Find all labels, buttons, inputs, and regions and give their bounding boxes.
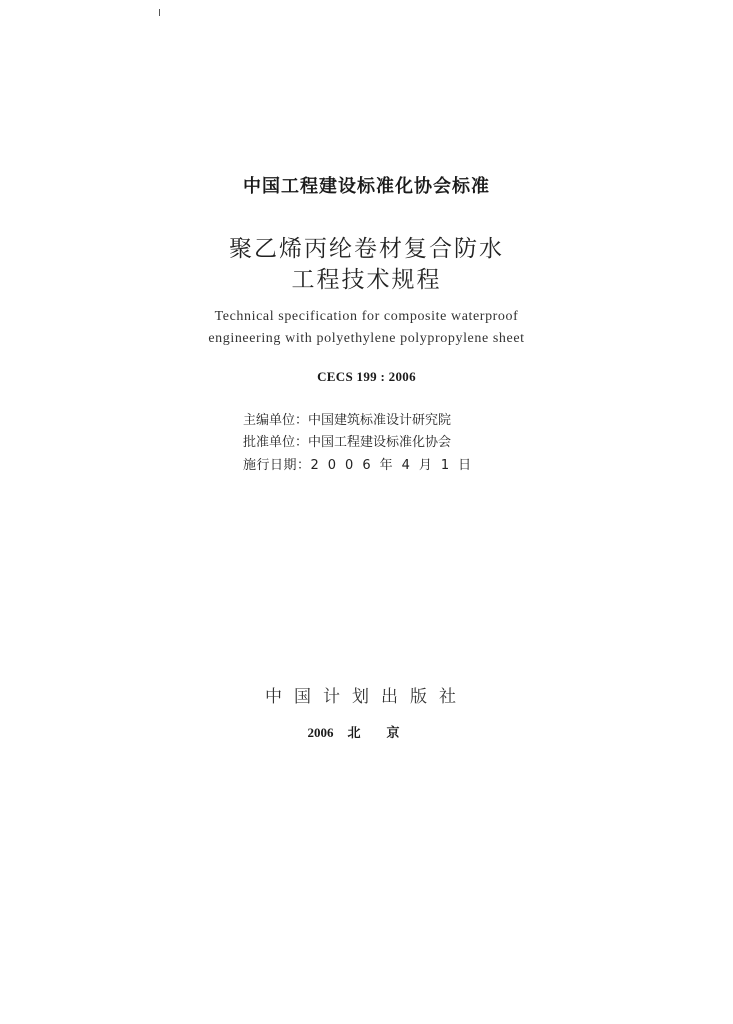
meta-value: 2006年4月1日 (310, 458, 481, 473)
association-heading: 中国工程建设标准化协会标准 (243, 176, 490, 197)
effective-date-row (243, 454, 480, 473)
meta-label: 批准单位： (243, 435, 309, 450)
scan-mark (159, 9, 160, 16)
publication-year: 2006 (307, 725, 334, 740)
standard-code: CECS 199 : 2006 (317, 369, 416, 384)
publisher: 中国计划出版社 (265, 687, 468, 707)
title-cn-line-1: 聚乙烯丙纶卷材复合防水 (229, 236, 504, 262)
meta-label: 施行日期： (243, 458, 311, 473)
meta-value: 中国工程建设标准化协会 (308, 435, 452, 450)
meta-value: 中国建筑标准设计研究院 (308, 413, 452, 428)
title-en-line-2: engineering with polyethylene polypropylene sheet (208, 331, 525, 346)
title-en-line-1: Technical specification for composite waterproof (214, 309, 519, 324)
publication-city: 北京 (347, 725, 426, 740)
meta-label: 主编单位： (243, 413, 309, 428)
title-cn-line-2: 工程技术规程 (291, 267, 442, 293)
approver-row (243, 431, 451, 450)
publication-place (0, 722, 733, 741)
chief-editor-row (243, 409, 451, 428)
